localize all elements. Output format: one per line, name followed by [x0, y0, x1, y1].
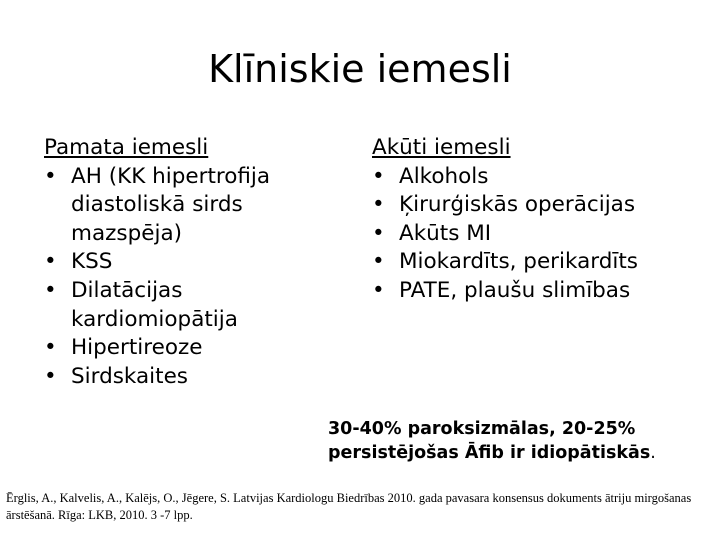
left-column-heading: Pamata iemesli: [44, 135, 209, 160]
list-item-text: AH (KK hipertrofija diastoliskā sirds mazspēja): [71, 163, 271, 246]
bullet-symbol: •: [44, 335, 57, 361]
left-bullet-list: [44, 163, 344, 392]
note-end: .: [650, 443, 656, 463]
list-item: [372, 191, 702, 220]
list-item-text: Sirdskaites: [71, 363, 189, 389]
list-item: [44, 248, 344, 277]
bullet-symbol: •: [372, 249, 385, 275]
list-item: [44, 334, 344, 363]
list-item: [372, 163, 702, 192]
list-item-text: Hipertireoze: [71, 335, 203, 361]
left-column: [44, 134, 344, 391]
list-item: [372, 220, 702, 249]
slide-title: Klīniskie iemesli: [208, 47, 512, 91]
list-item-text: Alkohols: [399, 163, 489, 189]
list-item-text: Ķirurģiskās operācijas: [399, 192, 636, 218]
list-item: [44, 277, 344, 334]
note-text: 30-40% paroksizmālas, 20-25% persistējošas Āfib ir idiopātiskās: [328, 419, 651, 463]
list-item: [44, 363, 344, 392]
bullet-symbol: •: [372, 277, 385, 303]
list-item: [44, 163, 344, 249]
right-column: [372, 134, 702, 306]
bullet-symbol: •: [372, 163, 385, 189]
list-item-text: Akūts MI: [399, 220, 492, 246]
right-column-heading: Akūti iemesli: [372, 135, 511, 160]
list-item-text: PATE, plaušu slimības: [399, 277, 631, 303]
list-item-text: Dilatācijas kardiomiopātija: [71, 277, 238, 332]
citation-reference: Ērglis, A., Kalvelis, A., Kalējs, O., Jēgere, S. Latvijas Kardiologu Biedrības 2010. gada pavasara konsensus dokuments ātriju mirgošanas ārstēšanā. Rīga: LKB, 2010. 3 -7 lpp.: [6, 491, 692, 522]
bullet-symbol: •: [372, 220, 385, 246]
list-item-text: KSS: [71, 249, 113, 275]
right-bullet-list: [372, 163, 702, 306]
list-item: [372, 277, 702, 306]
bullet-symbol: •: [44, 249, 57, 275]
idiopathic-af-note: [328, 417, 718, 465]
bullet-symbol: •: [44, 277, 57, 303]
bullet-symbol: •: [44, 163, 57, 189]
list-item: [372, 248, 702, 277]
list-item-text: Miokardīts, perikardīts: [399, 249, 638, 275]
bullet-symbol: •: [372, 192, 385, 218]
bullet-symbol: •: [44, 363, 57, 389]
